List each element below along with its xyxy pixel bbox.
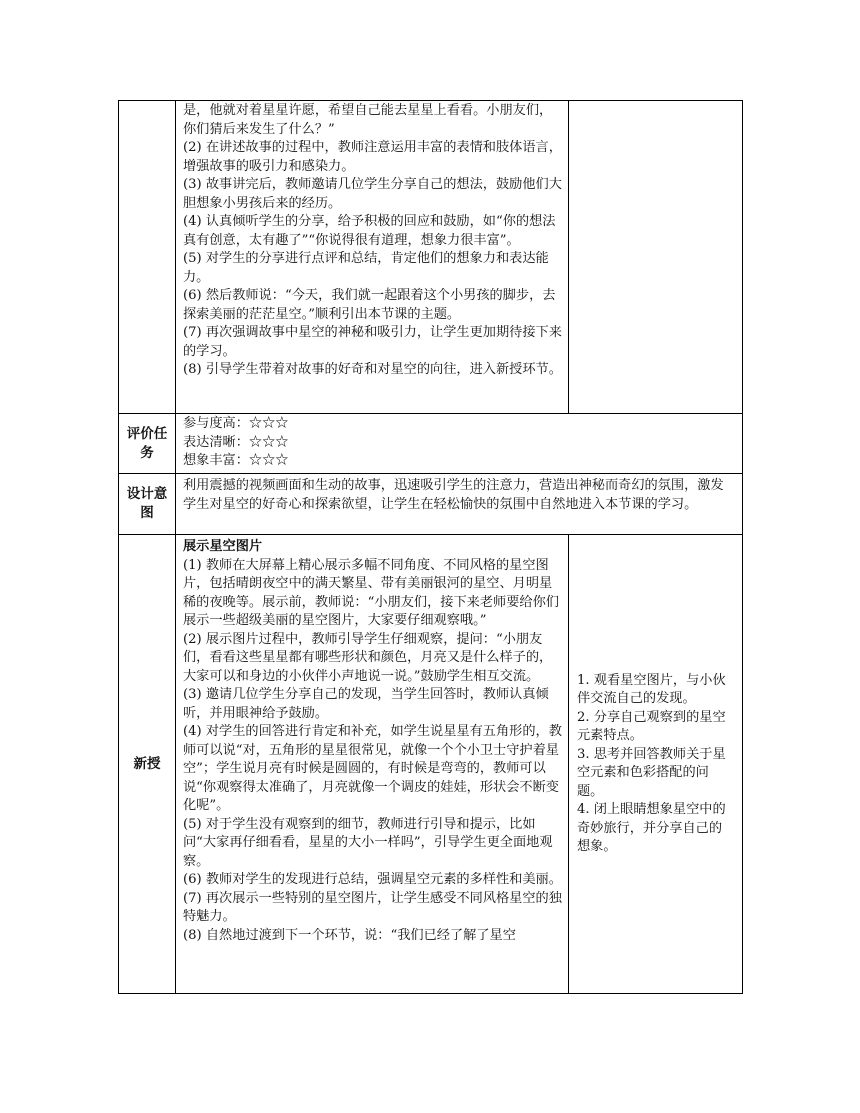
design-intent-cell: [176, 474, 743, 535]
table-row-design: [119, 474, 743, 535]
activity-line: (8) 引导学生带着对故事的好奇和对星空的向往，进入新授环节。: [183, 362, 562, 377]
teacher-activity-cell: [176, 535, 569, 994]
activity-line: (3) 邀请几位学生分享自己的发现，当学生回答时，教师认真倾听，并用眼神给予鼓励。: [183, 687, 549, 721]
evaluation-item: 参与度高：☆☆☆: [183, 416, 289, 431]
row-label-empty: [119, 101, 176, 414]
activity-line: (2) 展示图片过程中，教师引导学生仔细观察，提问：“小朋友们，看看这些星星都有哪些形状和颜色，月亮又是什么样子的，大家可以和身边的小伙伴小声地说一说。”鼓励学生相互交流。: [183, 631, 553, 684]
activity-content: [183, 101, 562, 380]
table-row-evaluation: [119, 414, 743, 474]
activity-line: (8) 自然地过渡到下一个环节，说：“我们已经了解了星空: [183, 927, 516, 943]
student-activity-cell: [569, 535, 743, 994]
table-row-continued: [119, 101, 743, 414]
lesson-plan-table: [118, 100, 743, 994]
activity-line: (6) 然后教师说：“今天，我们就一起跟着这个小男孩的脚步，去探索美丽的茫茫星空。”顺利引出本节课的主题。: [183, 288, 556, 322]
activity-cell: [176, 101, 569, 414]
activity-line: (5) 对学生的分享进行点评和总结，肯定他们的想象力和表达能力。: [183, 251, 549, 285]
student-activity-cell: [569, 101, 743, 414]
activity-line: (5) 对于学生没有观察到的细节，教师进行引导和提示，比如问“大家再仔细看看，星星的大小一样吗”，引导学生更全面地观察。: [183, 816, 553, 869]
evaluation-item: 想象丰富：☆☆☆: [183, 453, 289, 468]
section-heading: 展示星空图片: [183, 539, 263, 554]
evaluation-cell: [176, 414, 743, 474]
student-activity-item: 3. 思考并回答教师关于星空元素和色彩搭配的问题。: [577, 746, 726, 799]
activity-line: (4) 认真倾听学生的分享，给予积极的回应和鼓励，如“你的想法真有创意，太有趣了”“你说得很有道理，想象力很丰富”。: [183, 214, 556, 248]
row-label-evaluation: 评价任务: [119, 414, 176, 474]
activity-line: (6) 教师对学生的发现进行总结，强调星空元素的多样性和美丽。: [183, 872, 562, 887]
row-label-new-lesson: 新授: [119, 535, 176, 994]
activity-line: (4) 对学生的回答进行肯定和补充，如学生说星星有五角形的，教师可以说“对，五角形的星星很常见，就像一个个小卫士守护着星空”；学生说月亮有时候是圆圆的，有时候是弯弯的，教师可以说“你观察得太准确了，月亮就像一个调皮的娃娃，形状会不断变化呢”。: [183, 724, 562, 813]
evaluation-item: 表达清晰：☆☆☆: [183, 434, 289, 450]
design-intent-text: 利用震撼的视频画面和生动的故事，迅速吸引学生的注意力，营造出神秘而奇幻的氛围，激发学生对星空的好奇心和探索欲望，让学生在轻松愉快的氛围中自然地进入本节课的学习。: [183, 478, 724, 512]
student-activity-item: 4. 闭上眼睛想象星空中的奇妙旅行，并分享自己的想象。: [577, 802, 726, 854]
student-activity-item: 2. 分享自己观察到的星空元素特点。: [577, 709, 726, 743]
evaluation-content: [183, 414, 736, 471]
activity-line: 是，他就对着星星许愿，希望自己能去星星上看看。小朋友们，你们猜后来发生了什么？”: [183, 103, 553, 137]
student-activity-item: 1. 观看星空图片，与小伙伴交流自己的发现。: [577, 672, 726, 706]
activity-line: (7) 再次展示一些特别的星空图片，让学生感受不同风格星空的独特魅力。: [183, 890, 562, 924]
table-row-new-lesson: [119, 535, 743, 994]
activity-line: (3) 故事讲完后，教师邀请几位学生分享自己的想法，鼓励他们大胆想象小男孩后来的经历。: [183, 177, 562, 211]
activity-line: (7) 再次强调故事中星空的神秘和吸引力，让学生更加期待接下来的学习。: [183, 325, 562, 359]
activity-line: (1) 教师在大屏幕上精心展示多幅不同角度、不同风格的星空图片，包括晴朗夜空中的满天繁星、带有美丽银河的星空、月明星稀的夜晚等。展示前，教师说：“小朋友们，接下来老师要给你们展示一些超级美丽的星空图片，大家要仔细观察哦。”: [183, 557, 559, 628]
teacher-activity-content: [183, 535, 562, 945]
row-label-design: 设计意图: [119, 474, 176, 535]
activity-line: (2) 在讲述故事的过程中，教师注意运用丰富的表情和肢体语言，增强故事的吸引力和感染力。: [183, 140, 562, 174]
